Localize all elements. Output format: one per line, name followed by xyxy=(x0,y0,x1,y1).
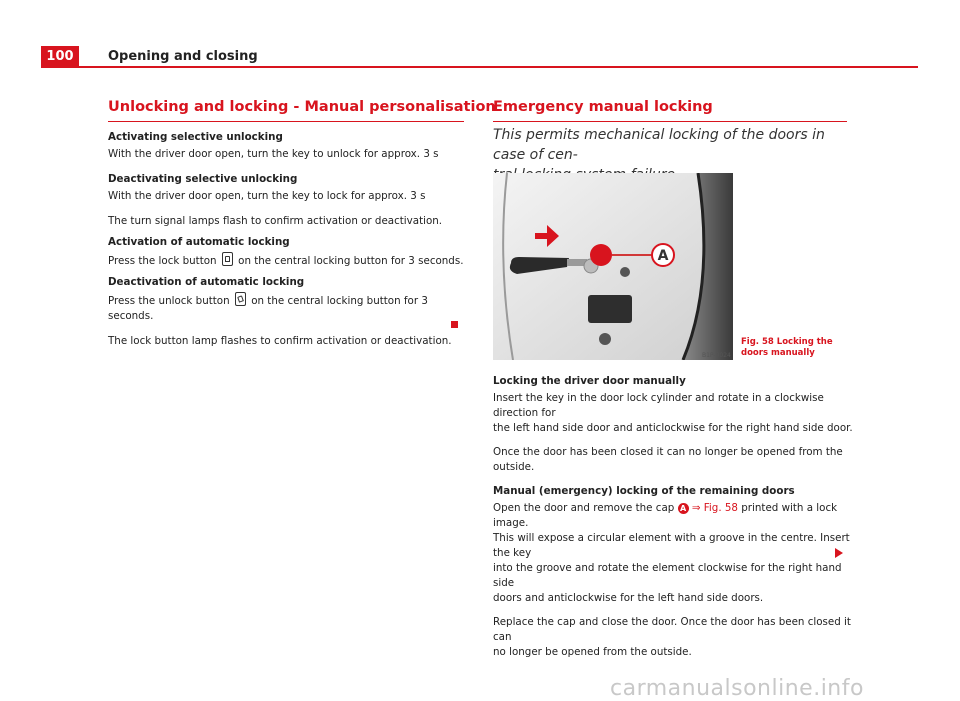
block-text: With the driver door open, turn the key to lock for approx. 3 s xyxy=(108,190,426,202)
block-title: Activating selective unlocking xyxy=(108,131,283,143)
paragraph-title: Manual (emergency) locking of the remaining doors xyxy=(493,485,795,497)
block-text xyxy=(108,252,468,269)
right-section-body xyxy=(493,374,853,660)
door-lock-figure xyxy=(493,173,733,360)
striker-plate xyxy=(588,295,632,323)
cap-label-badge: A xyxy=(678,503,689,514)
paragraph-title: Locking the driver door manually xyxy=(493,375,686,387)
striker-screw xyxy=(599,333,611,345)
paragraph-line: Replace the cap and close the door. Once the door has been closed it can xyxy=(493,616,851,643)
text-fragment: Open the door and remove the cap xyxy=(493,502,675,514)
paragraph-line: the left hand side door and anticlockwise for the right hand side door. xyxy=(493,422,853,434)
left-section-body xyxy=(108,130,468,349)
callout-label: A xyxy=(657,248,669,264)
block-title: Activation of automatic locking xyxy=(108,236,290,248)
block-text: The turn signal lamps flash to confirm activation or deactivation. xyxy=(108,215,443,227)
section-end-marker xyxy=(451,321,458,328)
text-fragment: Press the unlock button xyxy=(108,295,230,307)
caption-line: doors manually xyxy=(741,348,815,358)
block-title: Deactivating selective unlocking xyxy=(108,173,298,185)
door-hole xyxy=(620,267,630,277)
text-fragment: on the central locking button for 3 seconds. xyxy=(108,295,428,322)
page-number: 100 xyxy=(41,46,79,67)
right-section-heading: Emergency manual locking xyxy=(493,99,847,122)
figure-code: B1P-0024 xyxy=(702,352,731,359)
paragraph-line: doors and anticlockwise for the left hand side doors. xyxy=(493,592,764,604)
paragraph-line: Insert the key in the door lock cylinder and rotate in a clockwise direction for xyxy=(493,392,824,419)
figure-caption xyxy=(741,337,841,359)
block-title: Deactivation of automatic locking xyxy=(108,276,305,288)
text-fragment: Press the lock button xyxy=(108,255,217,267)
chapter-title: Opening and closing xyxy=(108,49,258,64)
caption-line: Fig. 58 Locking the xyxy=(741,337,833,347)
left-section-heading: Unlocking and locking - Manual personalisation xyxy=(108,99,464,122)
paragraph-line xyxy=(493,501,853,531)
header-rule xyxy=(41,66,918,68)
paragraph-line: into the groove and rotate the element clockwise for the right hand side xyxy=(493,562,842,589)
continue-arrow-icon xyxy=(835,548,843,558)
paragraph-line: This will expose a circular element with a groove in the centre. Insert the key xyxy=(493,532,850,559)
watermark: carmanualsonline.info xyxy=(610,676,864,701)
text-fragment: on the central locking button for 3 seconds. xyxy=(238,255,464,267)
block-text: With the driver door open, turn the key to unlock for approx. 3 s xyxy=(108,148,439,160)
paragraph-line: no longer be opened from the outside. xyxy=(493,646,692,658)
lock-cap xyxy=(590,244,612,266)
paragraph-line: Once the door has been closed it can no longer be opened from the outside. xyxy=(493,446,843,473)
block-text xyxy=(108,292,468,324)
text-fragment: printed with a lock image. xyxy=(493,502,838,529)
block-text: The lock button lamp flashes to confirm activation or deactivation. xyxy=(108,335,452,347)
figure-reference-link[interactable]: ⇒ Fig. 58 xyxy=(691,502,738,514)
lock-button-icon xyxy=(222,252,233,266)
unlock-button-icon xyxy=(235,292,246,306)
intro-line: This permits mechanical locking of the doors in case of cen- xyxy=(493,127,825,163)
